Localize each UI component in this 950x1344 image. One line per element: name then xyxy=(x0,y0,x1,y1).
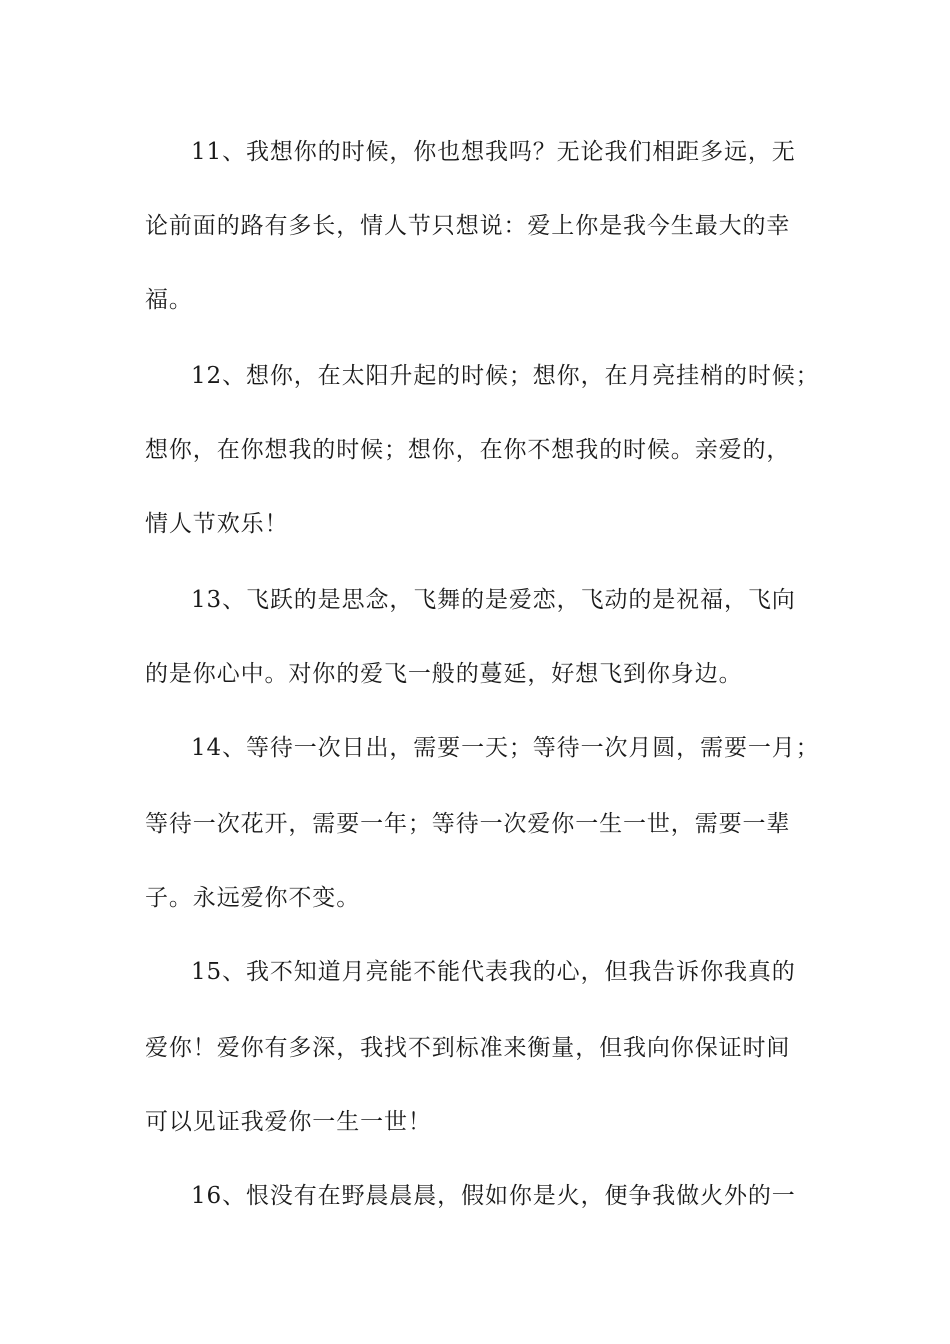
paragraph-15-line-3: 可以见证我爱你一生一世！ xyxy=(145,1109,432,1135)
paragraph-11-line-1: 11、我想你的时候，你也想我吗？无论我们相距多远，无 xyxy=(191,139,796,165)
paragraph-16-line-1: 16、恨没有在野晨晨晨，假如你是火，便争我做火外的一 xyxy=(191,1183,796,1209)
paragraph-15-line-2: 爱你！爱你有多深，我找不到标准来衡量，但我向你保证时间 xyxy=(145,1035,791,1061)
paragraph-15-line-1: 15、我不知道月亮能不能代表我的心，但我告诉你我真的 xyxy=(191,959,796,985)
paragraph-11-line-3: 福。 xyxy=(145,287,193,313)
paragraph-14-line-1: 14、等待一次日出，需要一天；等待一次月圆，需要一月； xyxy=(191,735,820,761)
paragraph-14-line-3: 子。永远爱你不变。 xyxy=(145,885,361,911)
paragraph-14-line-2: 等待一次花开，需要一年；等待一次爱你一生一世，需要一辈 xyxy=(145,811,791,837)
paragraph-13-line-1: 13、飞跃的是思念，飞舞的是爱恋，飞动的是祝福，飞向 xyxy=(191,587,796,613)
paragraph-11-line-2: 论前面的路有多长，情人节只想说：爱上你是我今生最大的幸 xyxy=(145,213,791,239)
paragraph-12-line-3: 情人节欢乐！ xyxy=(145,511,289,537)
paragraph-12-line-1: 12、想你，在太阳升起的时候；想你，在月亮挂梢的时候； xyxy=(191,363,820,389)
paragraph-13-line-2: 的是你心中。对你的爱飞一般的蔓延，好想飞到你身边。 xyxy=(145,661,743,687)
paragraph-12-line-2: 想你，在你想我的时候；想你，在你不想我的时候。亲爱的， xyxy=(145,437,791,463)
